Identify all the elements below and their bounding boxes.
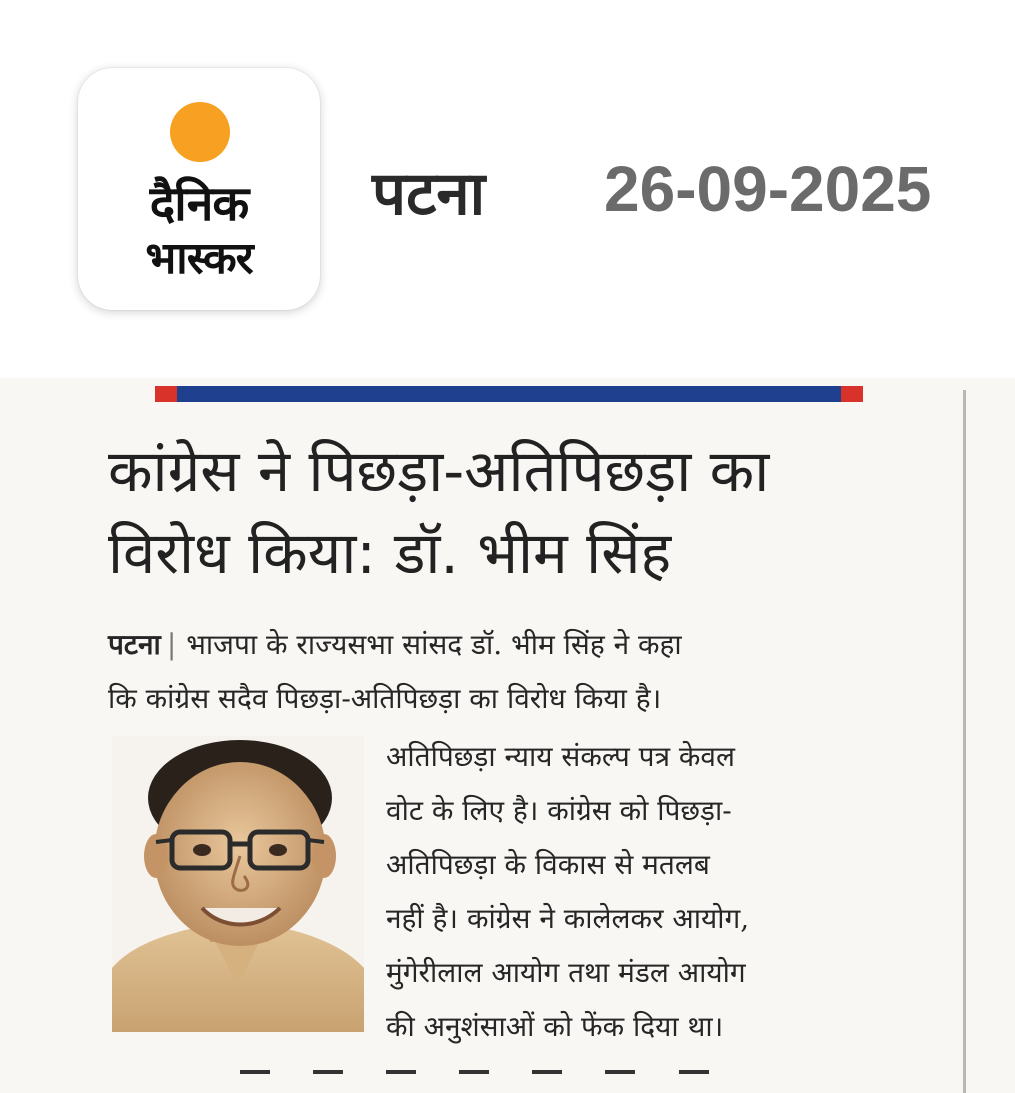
lead-line-2: कि कांग्रेस सदैव पिछड़ा-अतिपिछड़ा का विरोध किया है। (108, 682, 662, 715)
body-line: अतिपिछड़ा न्याय संकल्प पत्र केवल (386, 740, 735, 773)
lead-line-1 (108, 622, 908, 668)
cut-glyph (532, 1070, 562, 1093)
article-body (386, 730, 906, 1054)
article-headline (108, 430, 908, 594)
logo-text-dainik: दैनिक (149, 176, 249, 232)
logo-sun-icon (170, 102, 230, 162)
body-line: वोट के लिए है। कांग्रेस को पिछड़ा- (386, 794, 732, 827)
body-line: अतिपिछड़ा के विकास से मतलब (386, 848, 710, 881)
lead-text-1: भाजपा के राज्यसभा सांसद डॉ. भीम सिंह ने कहा (186, 628, 682, 661)
top-bar-accent-left (155, 386, 177, 402)
body-line: नहीं है। कांग्रेस ने कालेलकर आयोग, (386, 902, 750, 935)
logo-text-bhaskar: भास्कर (145, 233, 253, 284)
column-divider (963, 390, 966, 1093)
edition-date: 26-09-2025 (604, 153, 932, 225)
cut-glyph (313, 1070, 343, 1093)
article-top-bar (155, 386, 863, 402)
cut-glyph (240, 1070, 270, 1093)
headline-line-1: कांग्रेस ने पिछड़ा-अतिपिछड़ा का (108, 437, 770, 505)
dateline-separator: | (166, 628, 177, 661)
headline-line-2: विरोध किया: डॉ. भीम सिंह (108, 519, 672, 587)
top-bar-accent-right (841, 386, 863, 402)
dateline: पटना (108, 628, 161, 661)
edition-city: पटना (372, 159, 486, 229)
cut-glyph (459, 1070, 489, 1093)
portrait-photo (112, 736, 364, 1032)
body-line: मुंगेरीलाल आयोग तथा मंडल आयोग (386, 956, 746, 989)
body-line: की अनुशंसाओं को फेंक दिया था। (386, 1010, 724, 1043)
next-headline-cut-off (240, 1070, 840, 1093)
cut-glyph (386, 1070, 416, 1093)
portrait-illustration (112, 736, 364, 1032)
cut-glyph (679, 1070, 709, 1093)
dainik-bhaskar-logo (78, 68, 320, 310)
cut-glyph (605, 1070, 635, 1093)
